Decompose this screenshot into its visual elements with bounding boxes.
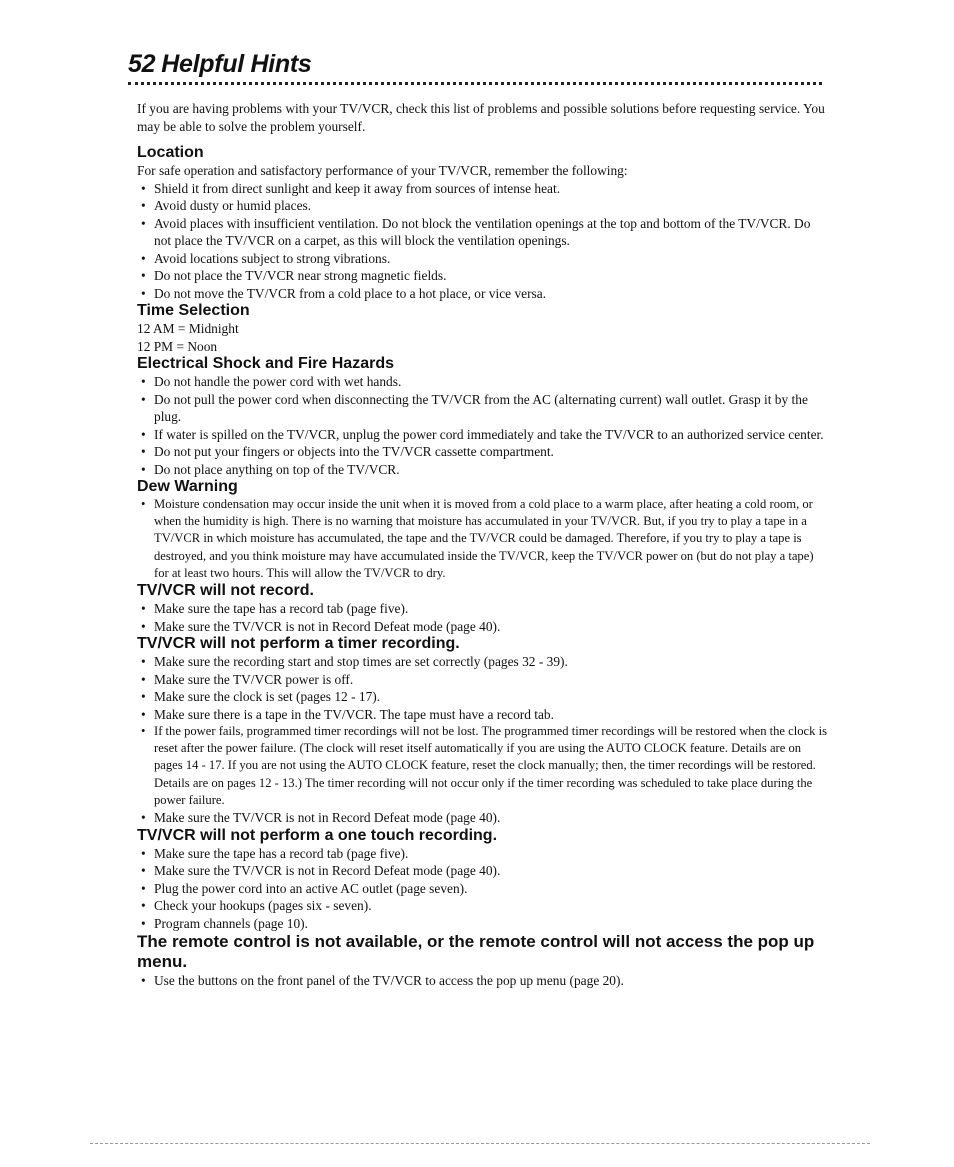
page-header (128, 50, 311, 79)
list-item: • Do not move the TV/VCR from a cold place to a hot place, or vice versa. (137, 285, 827, 303)
scan-edge-line (90, 1143, 870, 1144)
list-item: • Shield it from direct sunlight and keep it away from sources of intense heat. (137, 180, 827, 198)
list-item: • Make sure there is a tape in the TV/VCR. The tape must have a record tab. (137, 706, 827, 724)
section-dew-warning (137, 478, 827, 582)
list-item: • If water is spilled on the TV/VCR, unplug the power cord immediately and take the TV/VCR to an authorized service center. (137, 426, 827, 444)
list-item: • Avoid places with insufficient ventilation. Do not block the ventilation openings at the top and bottom of the TV/VCR. Do not place the TV/VCR on a carpet, as this will block the ventilation openings. (137, 215, 827, 250)
intro-text: If you are having problems with your TV/VCR, check this list of problems and possible solutions before requesting service. You may be able to solve the problem yourself. (137, 101, 825, 134)
section-title: TV/VCR will not perform a timer recording. (137, 635, 460, 653)
list-item: • Moisture condensation may occur inside the unit when it is moved from a cold place to a warm place, after heating a cold room, or when the humidity is high. There is no warning that moisture has accumulated in your TV/VCR. But, if you try to play a tape in a TV/VCR in which moisture has accumulated, the tape and the TV/VCR could be damaged. Therefore, if you try to play a tape is destroyed, and you think moisture may have accumulated inside the TV/VCR, keep the TV/VCR power on (but do not play a tape) for at least two hours. This will allow the TV/VCR to dry. (137, 496, 827, 582)
section-time-selection (137, 302, 827, 355)
list-item: • Do not put your fingers or objects into the TV/VCR cassette compartment. (137, 443, 827, 461)
section-title: TV/VCR will not record. (137, 582, 314, 600)
section-title: Dew Warning (137, 478, 238, 495)
bullet-list (137, 496, 827, 582)
section-title: TV/VCR will not perform a one touch recording. (137, 826, 498, 844)
section-title: The remote control is not available, or the remote control will not access the pop up menu. (137, 932, 815, 972)
list-item: • Avoid dusty or humid places. (137, 197, 827, 215)
section-remote-control (137, 932, 827, 990)
dotted-divider (128, 82, 822, 85)
list-item: • Do not pull the power cord when disconnecting the TV/VCR from the AC (alternating current) wall outlet. Grasp it by the plug. (137, 391, 827, 426)
bullet-list (137, 653, 827, 827)
page-content (137, 100, 827, 990)
section-no-timer-recording (137, 635, 827, 827)
bullet-list (137, 180, 827, 303)
list-item: • Do not place the TV/VCR near strong magnetic fields. (137, 267, 827, 285)
section-no-record (137, 582, 827, 635)
time-line: 12 AM = Midnight (137, 321, 239, 336)
list-item: • Make sure the tape has a record tab (page five). (137, 845, 827, 863)
list-item: • Make sure the TV/VCR is not in Record Defeat mode (page 40). (137, 862, 827, 880)
list-item: • Make sure the clock is set (pages 12 - 17). (137, 688, 827, 706)
list-item: • Make sure the TV/VCR power is off. (137, 671, 827, 689)
section-lead: For safe operation and satisfactory performance of your TV/VCR, remember the following: (137, 163, 628, 178)
list-item: • Do not handle the power cord with wet hands. (137, 373, 827, 391)
list-item: • Plug the power cord into an active AC outlet (page seven). (137, 880, 827, 898)
bullet-list (137, 373, 827, 478)
list-item: • Make sure the tape has a record tab (page five). (137, 600, 827, 618)
section-title: Location (137, 144, 204, 161)
list-item: • Use the buttons on the front panel of the TV/VCR to access the pop up menu (page 20). (137, 972, 827, 990)
list-item: • Check your hookups (pages six - seven). (137, 897, 827, 915)
section-title: Electrical Shock and Fire Hazards (137, 355, 394, 372)
list-item: • Do not place anything on top of the TV/VCR. (137, 461, 827, 479)
bullet-list (137, 972, 827, 990)
list-item: • Make sure the recording start and stop times are set correctly (pages 32 - 39). (137, 653, 827, 671)
list-item: • If the power fails, programmed timer recordings will not be lost. The programmed timer recordings will be restored when the clock is reset after the power failure. (The clock will reset itself automatically if you are using the AUTO CLOCK feature. Details are on pages 14 - 17. If you are not using the AUTO CLOCK feature, reset the clock manually; then, the timer recordings will be restored. Details are on pages 12 - 13.) The timer recording will not occur only if the timer recording was scheduled to take place during the power failure. (137, 723, 827, 809)
bullet-list (137, 600, 827, 635)
section-no-one-touch-recording (137, 827, 827, 933)
section-location (137, 144, 827, 302)
page-number: 52 (128, 50, 156, 78)
time-line: 12 PM = Noon (137, 338, 218, 354)
page-title: Helpful Hints (161, 50, 312, 78)
list-item: • Make sure the TV/VCR is not in Record Defeat mode (page 40). (137, 809, 827, 827)
list-item: • Make sure the TV/VCR is not in Record Defeat mode (page 40). (137, 618, 827, 636)
list-item: • Avoid locations subject to strong vibrations. (137, 250, 827, 268)
bullet-list (137, 845, 827, 933)
list-item: • Program channels (page 10). (137, 915, 827, 933)
section-title: Time Selection (137, 302, 250, 319)
section-electrical (137, 355, 827, 478)
